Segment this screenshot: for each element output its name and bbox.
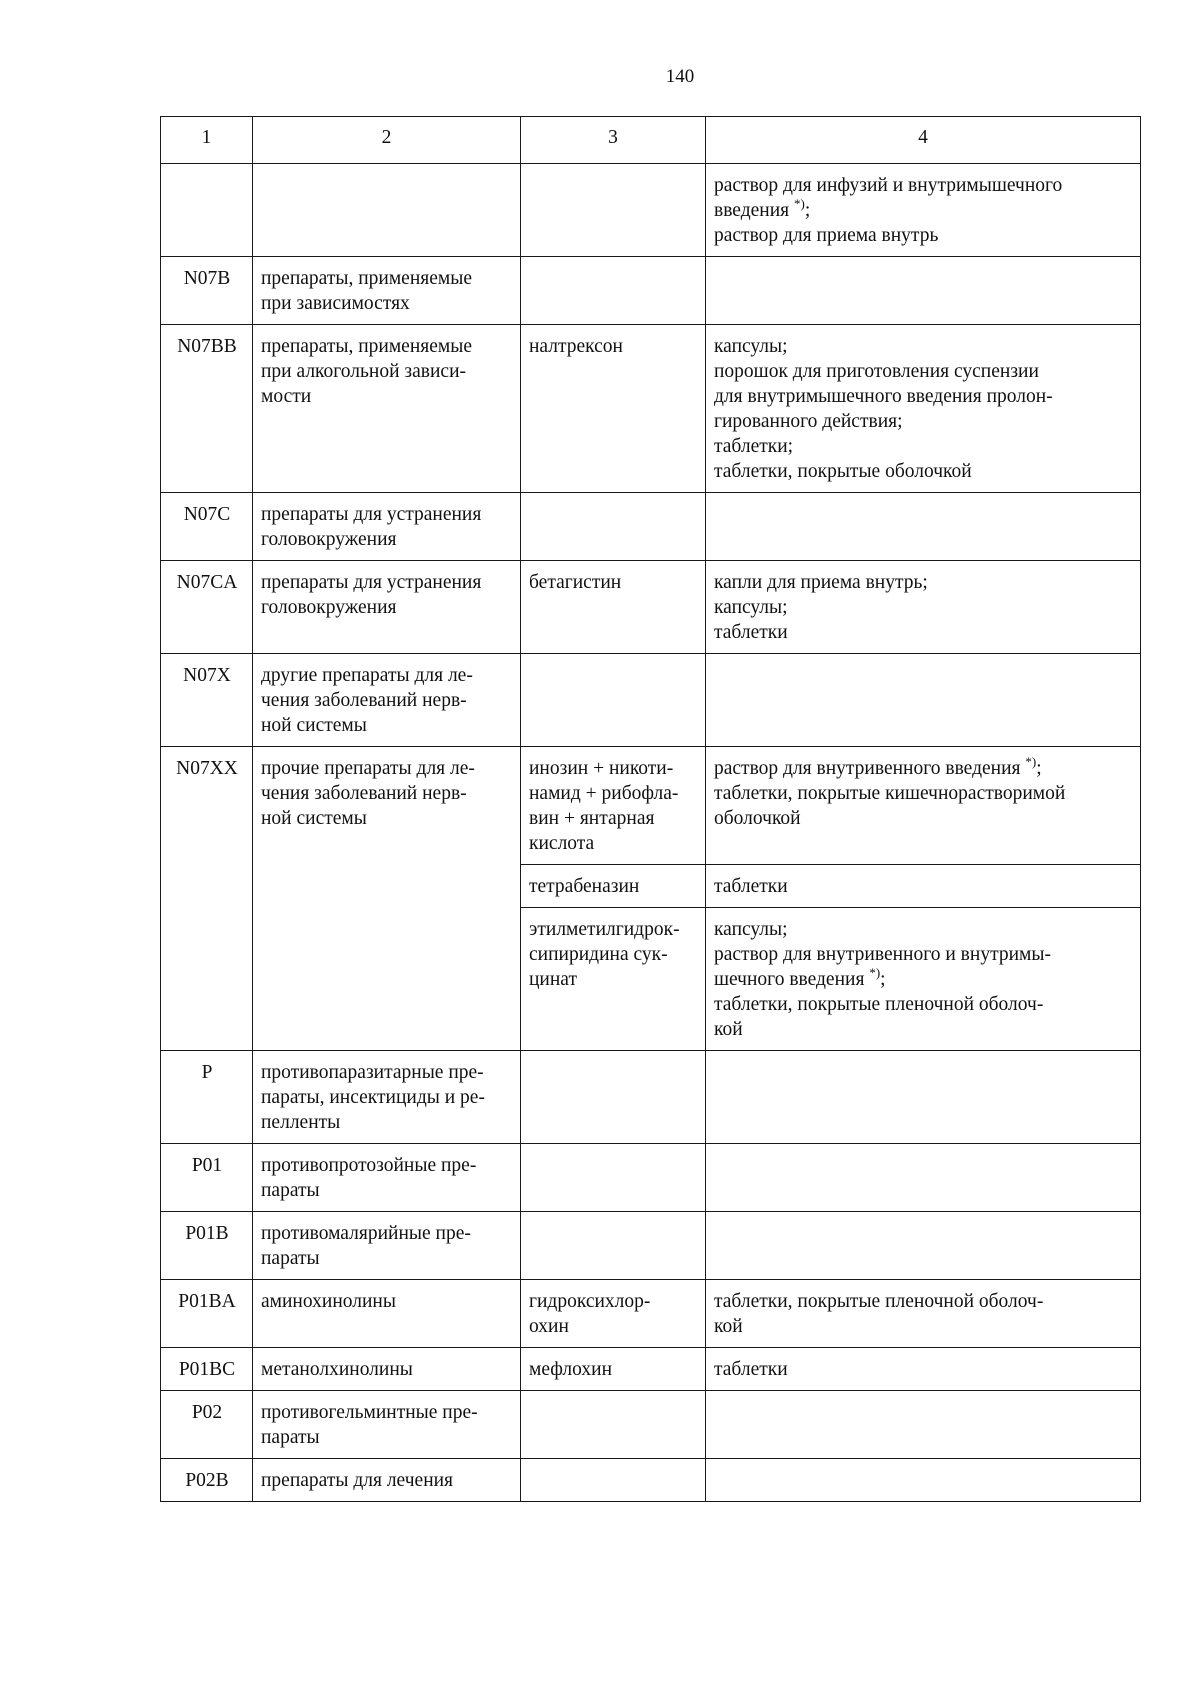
table-row (161, 1348, 1141, 1391)
group-line: параты (261, 1248, 320, 1269)
table-row (161, 561, 1141, 654)
forms-line: оболочкой (714, 808, 801, 829)
forms-cell (706, 654, 1141, 747)
drug-table (160, 116, 1141, 1502)
header-col-1: 1 (161, 117, 253, 164)
group-line: препараты для устранения (261, 504, 482, 525)
substance-line: тетрабеназин (529, 876, 640, 897)
substance-line: сипиридина сук- (529, 944, 668, 965)
header-col-2: 2 (253, 117, 521, 164)
substance-cell (521, 561, 706, 654)
group-line: параты (261, 1427, 320, 1448)
code-cell: N07B (161, 257, 253, 325)
substance-cell (521, 164, 706, 257)
forms-cell (706, 164, 1141, 257)
forms-cell (706, 1348, 1141, 1391)
forms-line: раствор для приема внутрь (714, 225, 939, 246)
code-cell: P01BA (161, 1280, 253, 1348)
substance-line: этилметилгидрок- (529, 919, 680, 940)
group-line: при зависимостях (261, 293, 410, 314)
forms-cell (706, 257, 1141, 325)
group-line: головокружения (261, 597, 397, 618)
substance-line: охин (529, 1316, 569, 1337)
forms-cell (706, 908, 1141, 1051)
group-cell (253, 1348, 521, 1391)
group-line: противопротозойные пре- (261, 1155, 477, 1176)
code-cell: P01B (161, 1212, 253, 1280)
forms-line: кой (714, 1019, 743, 1040)
forms-line: таблетки; (714, 436, 794, 457)
substance-cell (521, 1348, 706, 1391)
group-cell (253, 325, 521, 493)
code-cell: N07X (161, 654, 253, 747)
substance-cell (521, 257, 706, 325)
code-cell (161, 164, 253, 257)
substance-line: бетагистин (529, 572, 622, 593)
group-line: при алкогольной зависи- (261, 361, 466, 382)
forms-cell (706, 747, 1141, 865)
group-cell (253, 747, 521, 1051)
forms-line: таблетки, покрытые пленочной оболоч- (714, 994, 1044, 1015)
forms-line: для внутримышечного введения пролон- (714, 386, 1053, 407)
substance-cell (521, 493, 706, 561)
page-number: 140 (665, 66, 695, 87)
table-row (161, 493, 1141, 561)
forms-cell (706, 561, 1141, 654)
table-row (161, 257, 1141, 325)
substance-cell (521, 1280, 706, 1348)
substance-cell (521, 908, 706, 1051)
table-row (161, 1212, 1141, 1280)
forms-cell (706, 865, 1141, 908)
group-cell (253, 1212, 521, 1280)
substance-cell (521, 325, 706, 493)
forms-cell (706, 1459, 1141, 1502)
group-line: мости (261, 386, 312, 407)
group-cell (253, 1391, 521, 1459)
forms-line: раствор для внутривенного и внутримы- (714, 944, 1051, 965)
substance-cell (521, 654, 706, 747)
substance-line: цинат (529, 969, 577, 990)
table-row (161, 1144, 1141, 1212)
code-cell: P01BC (161, 1348, 253, 1391)
forms-line: таблетки, покрытые кишечнорастворимой (714, 783, 1066, 804)
code-cell: P (161, 1051, 253, 1144)
code-cell: P01 (161, 1144, 253, 1212)
group-line: препараты для лечения (261, 1470, 454, 1491)
forms-cell (706, 1051, 1141, 1144)
forms-line: гированного действия; (714, 411, 903, 432)
forms-line: введения *); (714, 196, 811, 221)
forms-line: шечного введения *); (714, 965, 886, 990)
group-line: параты, инсектициды и ре- (261, 1087, 485, 1108)
group-cell (253, 654, 521, 747)
substance-cell (521, 1144, 706, 1212)
substance-cell (521, 747, 706, 865)
substance-line: намид + рибофла- (529, 783, 679, 804)
substance-line: гидроксихлор- (529, 1291, 651, 1312)
forms-line: капсулы; (714, 597, 788, 618)
group-cell (253, 1051, 521, 1144)
forms-line: таблетки, покрытые пленочной оболоч- (714, 1291, 1044, 1312)
forms-line: таблетки (714, 1359, 788, 1380)
group-line: чения заболеваний нерв- (261, 783, 467, 804)
code-cell: N07BB (161, 325, 253, 493)
header-col-3: 3 (521, 117, 706, 164)
code-cell: N07CA (161, 561, 253, 654)
code-cell: N07C (161, 493, 253, 561)
code-cell: P02B (161, 1459, 253, 1502)
substance-line: кислота (529, 833, 595, 854)
group-line: препараты, применяемые (261, 336, 472, 357)
header-col-4: 4 (706, 117, 1141, 164)
forms-line: раствор для внутривенного введения *); (714, 754, 1042, 779)
group-line: препараты, применяемые (261, 268, 472, 289)
group-cell (253, 1459, 521, 1502)
group-line: метанолхинолины (261, 1359, 413, 1380)
forms-line: таблетки (714, 622, 788, 643)
group-line: противомалярийные пре- (261, 1223, 471, 1244)
group-line: чения заболеваний нерв- (261, 690, 467, 711)
table-row (161, 164, 1141, 257)
group-line: противогельминтные пре- (261, 1402, 478, 1423)
forms-cell (706, 1144, 1141, 1212)
substance-line: вин + янтарная (529, 808, 655, 829)
group-line: ной системы (261, 715, 367, 736)
table-row (161, 1391, 1141, 1459)
group-cell (253, 1280, 521, 1348)
table-row (161, 1280, 1141, 1348)
substance-line: мефлохин (529, 1359, 612, 1380)
forms-line: капсулы; (714, 336, 788, 357)
forms-line: таблетки, покрытые оболочкой (714, 461, 972, 482)
substance-line: инозин + никоти- (529, 758, 674, 779)
substance-cell (521, 1212, 706, 1280)
substance-cell (521, 1391, 706, 1459)
group-cell (253, 1144, 521, 1212)
forms-line: порошок для приготовления суспензии (714, 361, 1039, 382)
forms-cell (706, 493, 1141, 561)
forms-line: капли для приема внутрь; (714, 572, 928, 593)
group-line: головокружения (261, 529, 397, 550)
forms-line: капсулы; (714, 919, 788, 940)
code-cell: N07XX (161, 747, 253, 1051)
table-row (161, 747, 1141, 865)
substance-cell (521, 865, 706, 908)
group-line: другие препараты для ле- (261, 665, 473, 686)
group-cell (253, 164, 521, 257)
forms-line: таблетки (714, 876, 788, 897)
group-line: препараты для устранения (261, 572, 482, 593)
forms-cell (706, 325, 1141, 493)
forms-line: раствор для инфузий и внутримышечного (714, 175, 1063, 196)
group-line: параты (261, 1180, 320, 1201)
forms-cell (706, 1212, 1141, 1280)
forms-cell (706, 1391, 1141, 1459)
forms-line: кой (714, 1316, 743, 1337)
group-line: пелленты (261, 1112, 341, 1133)
group-cell (253, 493, 521, 561)
substance-cell (521, 1459, 706, 1502)
group-line: прочие препараты для ле- (261, 758, 475, 779)
group-line: противопаразитарные пре- (261, 1062, 484, 1083)
table-row (161, 325, 1141, 493)
group-line: аминохинолины (261, 1291, 396, 1312)
table-row (161, 654, 1141, 747)
table-row (161, 1051, 1141, 1144)
group-cell (253, 561, 521, 654)
group-line: ной системы (261, 808, 367, 829)
header-row (161, 117, 1141, 164)
code-cell: P02 (161, 1391, 253, 1459)
substance-cell (521, 1051, 706, 1144)
table-row (161, 1459, 1141, 1502)
forms-cell (706, 1280, 1141, 1348)
substance-line: налтрексон (529, 336, 623, 357)
group-cell (253, 257, 521, 325)
